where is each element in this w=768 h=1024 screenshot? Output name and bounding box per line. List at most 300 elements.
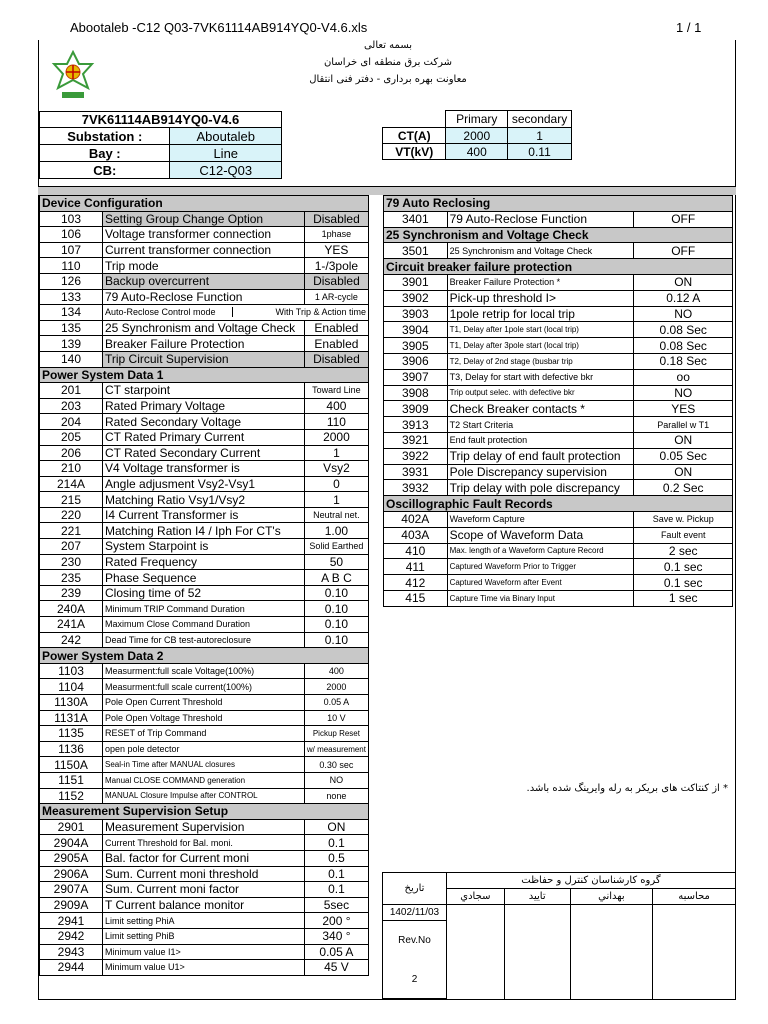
setting-code: 241A (40, 617, 103, 633)
setting-description: Limit setting PhiA (103, 913, 305, 929)
setting-description: Matching Ratio Vsy1/Vsy2 (103, 492, 305, 508)
setting-value: 10 V (304, 710, 368, 726)
setting-description: Trip output selec. with defective bkr (447, 385, 634, 401)
setting-row (40, 882, 369, 898)
setting-row (40, 570, 369, 586)
setting-value: 0.10 (304, 617, 368, 633)
setting-description: T2 Start Criteria (447, 417, 634, 433)
setting-code: 1150A (40, 757, 103, 773)
persian-header-line-3: معاونت بهره برداری - دفتر فنی انتقال (309, 74, 467, 85)
setting-value: YES (634, 401, 733, 417)
setting-row (40, 866, 369, 882)
setting-row (40, 944, 369, 960)
setting-code: 2942 (40, 928, 103, 944)
setting-value: Disabled (304, 273, 368, 289)
setting-code: 3901 (384, 274, 448, 290)
setting-row (40, 960, 369, 976)
setting-row (384, 322, 733, 338)
setting-description: Maximum Close Command Duration (103, 617, 305, 633)
setting-code: 3907 (384, 369, 448, 385)
setting-value: 0.18 Sec (634, 353, 733, 369)
setting-row (40, 320, 369, 336)
setting-value: Vsy2 (304, 461, 368, 477)
setting-value: 0.10 (304, 585, 368, 601)
setting-description: T3, Delay for start with defective bkr (447, 369, 634, 385)
file-title: Abootaleb -C12 Q03-7VK61114AB914YQ0-V4.6.xls (70, 20, 368, 35)
setting-value: With Trip & Action time (275, 307, 366, 318)
setting-value: 1 sec (634, 590, 733, 606)
setting-row (384, 448, 733, 464)
setting-description: Capture Time via Binary Input (447, 590, 634, 606)
setting-value: 1phase (304, 227, 368, 243)
right-settings-table (383, 195, 733, 607)
setting-description: Measurment:full scale Voltage(100%) (103, 663, 305, 679)
setting-description: Breaker Failure Protection (103, 336, 305, 352)
setting-code: 106 (40, 227, 103, 243)
setting-value: Parallel w T1 (634, 417, 733, 433)
setting-description: Voltage transformer connection (103, 227, 305, 243)
setting-row (384, 543, 733, 559)
setting-value: Disabled (304, 351, 368, 367)
setting-value: ON (304, 819, 368, 835)
setting-description: Waveform Capture (447, 511, 634, 527)
setting-row (384, 590, 733, 606)
setting-code: 2909A (40, 897, 103, 913)
setting-value: oo (634, 369, 733, 385)
setting-code: 210 (40, 461, 103, 477)
setting-row (384, 511, 733, 527)
setting-value: NO (304, 772, 368, 788)
setting-description: Rated Frequency (103, 554, 305, 570)
setting-value: 45 V (304, 960, 368, 976)
setting-code: 411 (384, 559, 448, 575)
setting-code: 204 (40, 414, 103, 430)
bay-value: Line (170, 145, 282, 162)
left-settings-table (39, 195, 369, 976)
setting-value: Neutral net. (304, 507, 368, 523)
ct-label: CT(A) (383, 128, 446, 144)
setting-row (384, 401, 733, 417)
setting-code: 126 (40, 273, 103, 289)
setting-code: 1103 (40, 663, 103, 679)
setting-row (40, 351, 369, 367)
setting-row (40, 383, 369, 399)
setting-value: 200 ° (304, 913, 368, 929)
setting-row (384, 432, 733, 448)
setting-row (40, 913, 369, 929)
setting-row (384, 274, 733, 290)
setting-row (40, 336, 369, 352)
setting-value: 340 ° (304, 928, 368, 944)
ct-secondary: 1 (508, 128, 572, 144)
setting-description: Captured Waveform after Event (447, 575, 634, 591)
setting-value: 2 sec (634, 543, 733, 559)
setting-row (40, 788, 369, 804)
setting-description: Minimum TRIP Command Duration (103, 601, 305, 617)
setting-description: 79 Auto-Reclose Function (103, 289, 305, 305)
info-table (39, 111, 282, 179)
setting-value: Save w. Pickup (634, 511, 733, 527)
setting-row (40, 507, 369, 523)
setting-description: I4 Current Transformer is (103, 507, 305, 523)
setting-row (40, 476, 369, 492)
setting-code: 103 (40, 211, 103, 227)
setting-value: OFF (634, 243, 733, 259)
setting-value: 0.10 (304, 632, 368, 648)
setting-description: T1, Delay after 3pole start (local trip) (447, 338, 634, 354)
setting-row (40, 242, 369, 258)
setting-value: 0.10 (304, 601, 368, 617)
setting-row (384, 306, 733, 322)
setting-row (384, 464, 733, 480)
setting-row (40, 819, 369, 835)
setting-code: 2941 (40, 913, 103, 929)
setting-row (40, 273, 369, 289)
setting-value: 1 (304, 492, 368, 508)
setting-description: 1pole retrip for local trip (447, 306, 634, 322)
setting-code: 1135 (40, 726, 103, 742)
setting-description: Pole Open Voltage Threshold (103, 710, 305, 726)
setting-value: YES (304, 242, 368, 258)
setting-code: 215 (40, 492, 103, 508)
rev-number: 2 (383, 961, 447, 999)
substation-value: Aboutaleb (170, 128, 282, 145)
setting-value: Toward Line (304, 383, 368, 399)
wiring-note: * از کنتاکت های بریکر به رله وایرینگ شده باشد. (526, 783, 728, 794)
setting-row (40, 741, 369, 757)
setting-row (40, 539, 369, 555)
setting-value: ON (634, 432, 733, 448)
setting-code: 221 (40, 523, 103, 539)
setting-code: 201 (40, 383, 103, 399)
setting-code: 2904A (40, 835, 103, 851)
setting-code: 206 (40, 445, 103, 461)
signoff-table (382, 872, 736, 999)
setting-value: Enabled (304, 336, 368, 352)
setting-code: 3908 (384, 385, 448, 401)
setting-code: 1136 (40, 741, 103, 757)
setting-value: 0 (304, 476, 368, 492)
section-header: 25 Synchronism and Voltage Check (384, 227, 733, 243)
substation-label: Substation : (40, 128, 170, 145)
setting-code: 205 (40, 429, 103, 445)
setting-code: 220 (40, 507, 103, 523)
setting-code: 2907A (40, 882, 103, 898)
setting-description: CT starpoint (103, 383, 305, 399)
setting-description: Check Breaker contacts * (447, 401, 634, 417)
setting-description: Limit setting PhiB (103, 928, 305, 944)
setting-row (40, 601, 369, 617)
setting-code: 2944 (40, 960, 103, 976)
setting-description: Scope of Waveform Data (447, 527, 634, 543)
setting-row (40, 414, 369, 430)
section-header: Measurement Supervision Setup (40, 804, 369, 820)
signer-col-3: تاييد (504, 889, 570, 905)
persian-header-line-2: شرکت برق منطقه ای خراسان (323, 57, 453, 68)
setting-value: Enabled (304, 320, 368, 336)
setting-row (40, 258, 369, 274)
setting-value: ON (634, 464, 733, 480)
setting-value: 0.05 A (304, 944, 368, 960)
setting-code: 1131A (40, 710, 103, 726)
setting-code: 235 (40, 570, 103, 586)
setting-row (40, 585, 369, 601)
setting-row (384, 338, 733, 354)
setting-value: 50 (304, 554, 368, 570)
setting-code: 239 (40, 585, 103, 601)
cb-value: C12-Q03 (170, 162, 282, 179)
setting-row (40, 726, 369, 742)
setting-code: 133 (40, 289, 103, 305)
setting-row (40, 461, 369, 477)
setting-row (384, 385, 733, 401)
setting-value: NO (634, 385, 733, 401)
setting-description: Measurment:full scale current(100%) (103, 679, 305, 695)
setting-code: 107 (40, 242, 103, 258)
setting-description: Manual CLOSE COMMAND generation (103, 772, 305, 788)
setting-description: RESET of Trip Command (103, 726, 305, 742)
setting-code: 3931 (384, 464, 448, 480)
setting-description: 25 Synchronism and Voltage Check (447, 243, 634, 259)
vt-secondary: 0.11 (508, 144, 572, 160)
setting-description: 25 Synchronism and Voltage Check (103, 320, 305, 336)
setting-description: Captured Waveform Prior to Trigger (447, 559, 634, 575)
setting-row (40, 850, 369, 866)
setting-code: 410 (384, 543, 448, 559)
setting-description: System Starpoint is (103, 539, 305, 555)
setting-code: 402A (384, 511, 448, 527)
setting-code: 1104 (40, 679, 103, 695)
setting-value: Fault event (634, 527, 733, 543)
setting-code: 2943 (40, 944, 103, 960)
setting-row (40, 305, 369, 321)
setting-description: End fault protection (447, 432, 634, 448)
setting-value: 400 (304, 398, 368, 414)
setting-value: 1 AR-cycle (304, 289, 368, 305)
rev-label: Rev.No (383, 921, 447, 961)
setting-value: A B C (304, 570, 368, 586)
date-label: تاریخ (383, 873, 447, 905)
setting-code: 110 (40, 258, 103, 274)
setting-description: open pole detector (103, 741, 305, 757)
setting-description: T Current balance monitor (103, 897, 305, 913)
setting-code: 2906A (40, 866, 103, 882)
setting-code: 3902 (384, 290, 448, 306)
setting-row (40, 928, 369, 944)
setting-description: Max. length of a Waveform Capture Record (447, 543, 634, 559)
setting-row (384, 480, 733, 496)
bay-label: Bay : (40, 145, 170, 162)
setting-row (384, 417, 733, 433)
setting-code: 207 (40, 539, 103, 555)
setting-description: Rated Primary Voltage (103, 398, 305, 414)
setting-value: 0.30 sec (304, 757, 368, 773)
signer-col-2: بهداني (570, 889, 653, 905)
setting-value: 0.1 (304, 835, 368, 851)
setting-row (384, 353, 733, 369)
persian-header-line-1: بسمه تعالی (363, 40, 413, 51)
setting-description: Trip Circuit Supervision (103, 351, 305, 367)
setting-value: 1 (304, 445, 368, 461)
cb-label: CB: (40, 162, 170, 179)
company-logo-icon (50, 50, 96, 102)
setting-row (384, 290, 733, 306)
setting-value: 2000 (304, 429, 368, 445)
setting-description: Current Threshold for Bal. moni. (103, 835, 305, 851)
setting-value: 5sec (304, 897, 368, 913)
setting-value: ON (634, 274, 733, 290)
setting-row (40, 710, 369, 726)
setting-description: Breaker Failure Protection * (447, 274, 634, 290)
setting-code: 1151 (40, 772, 103, 788)
vt-label: VT(kV) (383, 144, 446, 160)
setting-value: Pickup Reset (304, 726, 368, 742)
setting-value: 1.00 (304, 523, 368, 539)
setting-code: 415 (384, 590, 448, 606)
section-header: Device Configuration (40, 196, 369, 212)
setting-value: none (304, 788, 368, 804)
setting-code: 3922 (384, 448, 448, 464)
ratio-table (382, 110, 572, 160)
setting-description: Sum. Current moni factor (103, 882, 305, 898)
setting-code: 3905 (384, 338, 448, 354)
setting-row (384, 243, 733, 259)
setting-value: Solid Earthed (304, 539, 368, 555)
setting-code: 1130A (40, 695, 103, 711)
setting-row (384, 211, 733, 227)
setting-value: 0.2 Sec (634, 480, 733, 496)
setting-code: 3909 (384, 401, 448, 417)
setting-code: 134 (40, 305, 103, 321)
vt-primary: 400 (446, 144, 508, 160)
setting-row (40, 695, 369, 711)
setting-code: 2901 (40, 819, 103, 835)
setting-row (40, 227, 369, 243)
primary-header: Primary (446, 111, 508, 128)
setting-description: Trip mode (103, 258, 305, 274)
setting-row (384, 559, 733, 575)
setting-row (384, 369, 733, 385)
setting-value: OFF (634, 211, 733, 227)
setting-row (40, 835, 369, 851)
setting-row (40, 398, 369, 414)
signer-col-1: محاسبه (653, 889, 736, 905)
setting-code: 412 (384, 575, 448, 591)
setting-value: 2000 (304, 679, 368, 695)
setting-code: 1152 (40, 788, 103, 804)
setting-description: Backup overcurrent (103, 273, 305, 289)
setting-description: CT Rated Primary Current (103, 429, 305, 445)
setting-description: CT Rated Secondary Current (103, 445, 305, 461)
setting-description: Measurement Supervision (103, 819, 305, 835)
setting-description: 79 Auto-Reclose Function (447, 211, 634, 227)
setting-code: 2905A (40, 850, 103, 866)
setting-description: Seal-in Time after MANUAL closures (103, 757, 305, 773)
setting-value: 110 (304, 414, 368, 430)
setting-code: 230 (40, 554, 103, 570)
separator-bar (38, 186, 736, 195)
signoff-date: 1402/11/03 (383, 905, 447, 921)
setting-description: Matching Ration I4 / Iph For CT's (103, 523, 305, 539)
setting-value: 0.08 Sec (634, 338, 733, 354)
section-header: Power System Data 1 (40, 367, 369, 383)
setting-code: 403A (384, 527, 448, 543)
setting-description: Minimum value U1> (103, 960, 305, 976)
setting-row (40, 757, 369, 773)
setting-value: 0.12 A (634, 290, 733, 306)
setting-description: Dead Time for CB test-autoreclosure (103, 632, 305, 648)
setting-description: V4 Voltage transformer is (103, 461, 305, 477)
setting-row (40, 617, 369, 633)
setting-row (40, 429, 369, 445)
setting-code: 203 (40, 398, 103, 414)
setting-row (40, 289, 369, 305)
ct-primary: 2000 (446, 128, 508, 144)
setting-description: Pole Discrepancy supervision (447, 464, 634, 480)
setting-description: Trip delay of end fault protection (447, 448, 634, 464)
setting-row (40, 523, 369, 539)
setting-code: 140 (40, 351, 103, 367)
setting-value: 0.1 sec (634, 559, 733, 575)
setting-value: 0.1 (304, 866, 368, 882)
setting-description: Rated Secondary Voltage (103, 414, 305, 430)
setting-code: 214A (40, 476, 103, 492)
setting-value: Disabled (304, 211, 368, 227)
setting-description: Sum. Current moni threshold (103, 866, 305, 882)
setting-description: T2, Delay of 2nd stage (busbar trip (447, 353, 634, 369)
setting-code: 3921 (384, 432, 448, 448)
setting-value: 0.08 Sec (634, 322, 733, 338)
setting-description: Minimum value I1> (103, 944, 305, 960)
group-title: گروه کارشناسان کنترل و حفاظت (446, 873, 735, 889)
setting-description: Pole Open Current Threshold (103, 695, 305, 711)
setting-value: 0.05 A (304, 695, 368, 711)
page-number: 1 / 1 (676, 20, 702, 35)
setting-row (40, 679, 369, 695)
setting-row (384, 575, 733, 591)
secondary-header: secondary (508, 111, 572, 128)
section-header: 79 Auto Reclosing (384, 196, 733, 212)
setting-value: 400 (304, 663, 368, 679)
setting-description: Auto-Reclose Control mode (103, 307, 233, 317)
setting-value: 0.1 (304, 882, 368, 898)
setting-row (40, 632, 369, 648)
setting-value: NO (634, 306, 733, 322)
setting-description: MANUAL Closure Impulse after CONTROL (103, 788, 305, 804)
setting-description: Bal. factor for Current moni (103, 850, 305, 866)
setting-value: 0.5 (304, 850, 368, 866)
setting-row (40, 492, 369, 508)
setting-code: 3904 (384, 322, 448, 338)
setting-value: w/ measurement (304, 741, 368, 757)
setting-code: 240A (40, 601, 103, 617)
setting-row (40, 554, 369, 570)
setting-value: 1-/3pole (304, 258, 368, 274)
setting-description: T1, Delay after 1pole start (local trip) (447, 322, 634, 338)
setting-code: 3501 (384, 243, 448, 259)
setting-code: 3932 (384, 480, 448, 496)
setting-code: 3913 (384, 417, 448, 433)
setting-row (40, 772, 369, 788)
setting-code: 139 (40, 336, 103, 352)
setting-value: 0.05 Sec (634, 448, 733, 464)
setting-description: Phase Sequence (103, 570, 305, 586)
setting-code: 242 (40, 632, 103, 648)
setting-description: Trip delay with pole discrepancy (447, 480, 634, 496)
setting-row (40, 445, 369, 461)
setting-row (384, 527, 733, 543)
setting-row (40, 663, 369, 679)
